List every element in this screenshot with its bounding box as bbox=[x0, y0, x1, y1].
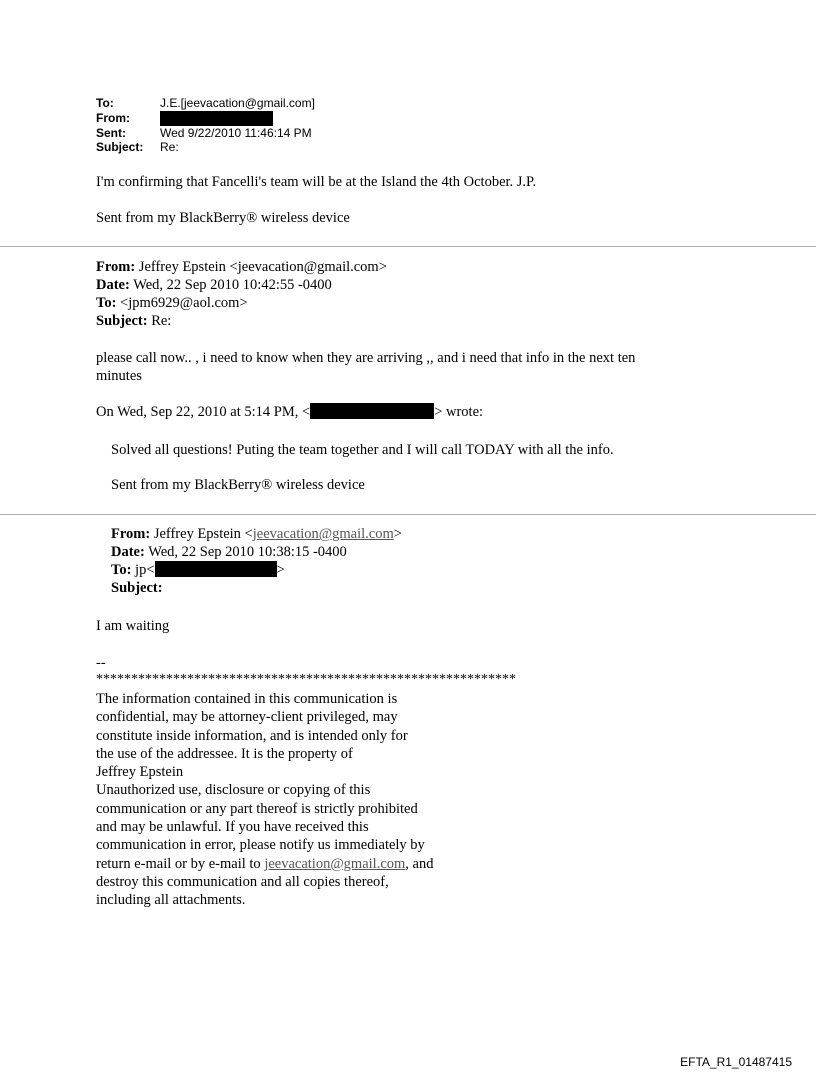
disclaimer-line: Jeffrey Epstein bbox=[96, 764, 184, 781]
disclaimer-line: destroy this communication and all copies thereof, bbox=[96, 873, 389, 890]
to-value: J.E.[jeevacation@gmail.com] bbox=[160, 96, 315, 110]
quoted-body: Solved all questions! Puting the team together and I will call TODAY with all the info. bbox=[111, 442, 614, 458]
message1-body: I'm confirming that Fancelli's team will be at the Island the 4th October. J.P. bbox=[96, 174, 537, 190]
from-label: From: bbox=[111, 526, 151, 542]
quote-prefix: On Wed, Sep 22, 2010 at 5:14 PM, < bbox=[96, 404, 311, 420]
message2-subject-row bbox=[96, 312, 387, 330]
subject-label: Subject: bbox=[111, 580, 163, 596]
message2-headers bbox=[96, 258, 387, 330]
message3-to-row bbox=[111, 561, 402, 579]
message3-from-row bbox=[111, 525, 402, 543]
to-value: <jpm6929@aol.com> bbox=[120, 295, 248, 311]
to-prefix: jp< bbox=[135, 562, 155, 578]
redaction-bar bbox=[155, 561, 277, 577]
signature-stars: ************************************************************ bbox=[96, 672, 516, 687]
body-line: please call now.. , i need to know when they are arriving ,, and i need that info in the next ten bbox=[96, 350, 636, 366]
redaction-bar bbox=[160, 111, 273, 126]
to-label: To: bbox=[111, 562, 132, 578]
header-subject-row bbox=[96, 140, 315, 155]
message3-subject-row bbox=[111, 579, 402, 597]
message2-body bbox=[96, 349, 635, 385]
disclaimer-line: Unauthorized use, disclosure or copying of this bbox=[96, 782, 371, 799]
message2-from-row bbox=[96, 258, 387, 276]
subject-label: Subject: bbox=[96, 313, 148, 329]
from-label: From: bbox=[96, 110, 130, 125]
body-line: minutes bbox=[96, 368, 142, 384]
sent-label: Sent: bbox=[96, 125, 126, 140]
subject-value: Re: bbox=[160, 140, 179, 154]
document-id: EFTA_R1_01487415 bbox=[680, 1055, 792, 1069]
message3-body: I am waiting bbox=[96, 618, 170, 634]
to-suffix: > bbox=[276, 562, 285, 578]
from-label: From: bbox=[96, 259, 136, 275]
line-prefix: return e-mail or by e-mail to bbox=[96, 855, 265, 872]
disclaimer-line: The information contained in this communication is bbox=[96, 691, 398, 707]
subject-label: Subject: bbox=[96, 140, 144, 154]
date-value: Wed, 22 Sep 2010 10:42:55 -0400 bbox=[133, 277, 332, 293]
from-suffix: > bbox=[393, 526, 402, 542]
quoted-signature: Sent from my BlackBerry® wireless device bbox=[111, 477, 365, 493]
message2-to-row bbox=[96, 294, 387, 312]
quote-suffix: > wrote: bbox=[434, 404, 484, 420]
disclaimer-line: communication or any part thereof is strictly prohibited bbox=[96, 800, 418, 817]
sent-value: Wed 9/22/2010 11:46:14 PM bbox=[160, 125, 312, 140]
header-to-row bbox=[96, 96, 315, 111]
disclaimer-line: and may be unlawful. If you have received this bbox=[96, 819, 369, 836]
message1-signature: Sent from my BlackBerry® wireless device bbox=[96, 210, 350, 226]
to-label: To: bbox=[96, 295, 117, 311]
redaction-bar bbox=[310, 403, 434, 419]
message2-date-row bbox=[96, 276, 387, 294]
date-value: Wed, 22 Sep 2010 10:38:15 -0400 bbox=[148, 544, 347, 560]
disclaimer-line: confidential, may be attorney-client privileged, may bbox=[96, 709, 398, 726]
disclaimer-line: communication in error, please notify us immediately by bbox=[96, 837, 425, 854]
email-link[interactable]: jeevacation@gmail.com bbox=[264, 855, 406, 872]
disclaimer-line: constitute inside information, and is intended only for bbox=[96, 727, 408, 744]
disclaimer-line: the use of the addressee. It is the property of bbox=[96, 745, 353, 762]
from-value: Jeffrey Epstein <jeevacation@gmail.com> bbox=[138, 259, 387, 275]
disclaimer-line: including all attachments. bbox=[96, 892, 246, 909]
divider bbox=[0, 514, 816, 515]
line-suffix: , and bbox=[405, 855, 434, 872]
date-label: Date: bbox=[111, 544, 145, 560]
to-label: To: bbox=[96, 96, 114, 110]
message3-date-row bbox=[111, 543, 402, 561]
header-from-row bbox=[96, 111, 315, 126]
message3-headers bbox=[111, 525, 402, 597]
subject-value: Re: bbox=[151, 313, 172, 329]
header-sent-row bbox=[96, 126, 315, 141]
divider bbox=[0, 246, 816, 247]
email-header bbox=[96, 96, 315, 155]
quote-intro bbox=[96, 403, 483, 421]
disclaimer-line bbox=[96, 855, 433, 873]
disclaimer-text bbox=[96, 690, 433, 910]
signature-dashes: -- bbox=[96, 655, 106, 671]
from-prefix: Jeffrey Epstein < bbox=[153, 526, 253, 542]
date-label: Date: bbox=[96, 277, 130, 293]
email-link[interactable]: jeevacation@gmail.com bbox=[252, 526, 394, 542]
